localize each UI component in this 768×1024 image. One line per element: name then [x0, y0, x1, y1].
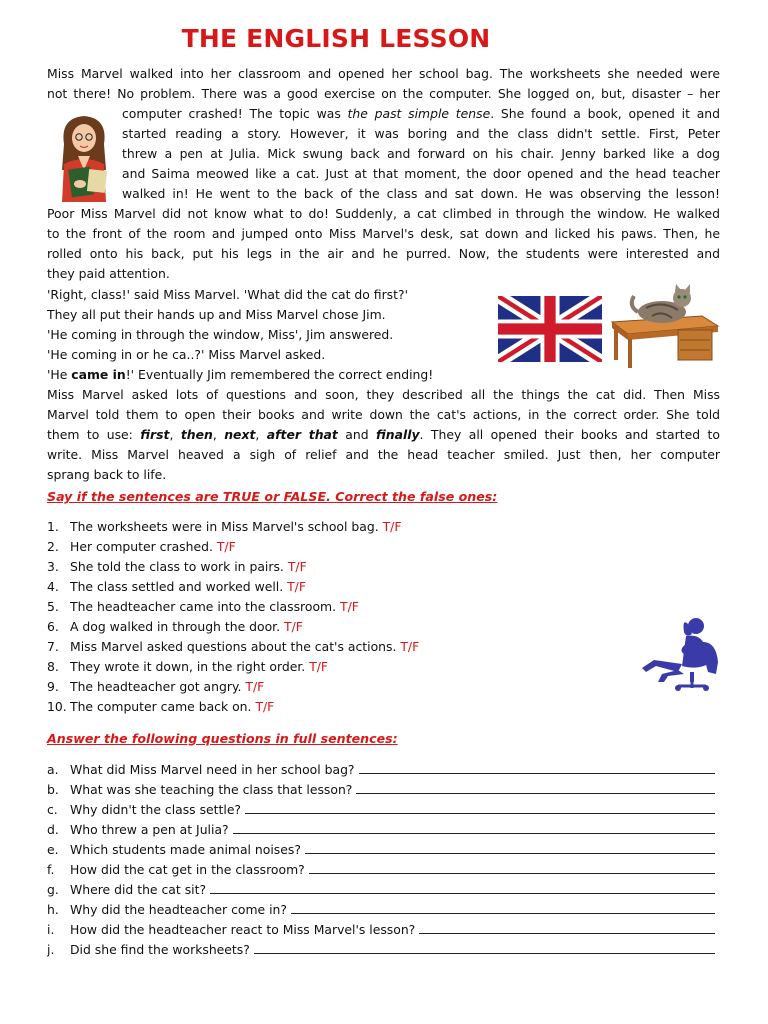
tf-item-number: 7. [47, 639, 59, 654]
tf-marker[interactable]: T/F [382, 519, 402, 534]
story-line: not there! No problem. There was a good exercise on the computer. She logged on, but, disaster – her [47, 86, 720, 101]
story-line: started reading a story. However, it was boring and the class didn't settle. First, Peter [122, 126, 720, 141]
tf-item [47, 697, 737, 717]
tf-marker[interactable]: T/F [400, 639, 420, 654]
question-text: Why didn't the class settle? [70, 802, 242, 817]
question-text: What was she teaching the class that lesson? [70, 782, 353, 797]
tf-marker[interactable]: T/F [245, 679, 265, 694]
story-topic: the past simple tense [347, 106, 491, 121]
tf-item [47, 557, 737, 577]
question-text: Who threw a pen at Julia? [70, 822, 229, 837]
tf-item [47, 617, 737, 637]
answer-line[interactable] [245, 800, 715, 814]
question-text: Did she find the worksheets? [70, 942, 250, 957]
question-letter: e. [47, 842, 59, 857]
question-letter: c. [47, 802, 58, 817]
story-line: walked in! He went to the back of the class and sat down. He was observing the lesson! [122, 186, 720, 201]
tf-item-number: 5. [47, 599, 59, 614]
sequence-word: first [140, 427, 170, 442]
tf-item [47, 677, 737, 697]
tf-item [47, 517, 737, 537]
tf-marker[interactable]: T/F [255, 699, 275, 714]
question-letter: i. [47, 922, 55, 937]
sequence-word: after that [266, 427, 338, 442]
story-text: them to use: [47, 427, 141, 442]
question-item [47, 780, 737, 800]
question-text: Why did the headteacher come in? [70, 902, 287, 917]
tf-item [47, 597, 737, 617]
question-letter: h. [47, 902, 59, 917]
teacher-illustration [50, 110, 118, 202]
tf-item-text: The worksheets were in Miss Marvel's school bag. [70, 519, 379, 534]
story-text: and [337, 427, 377, 442]
tf-item-number: 6. [47, 619, 59, 634]
question-item [47, 880, 737, 900]
answer-line[interactable] [233, 820, 715, 834]
tf-item [47, 577, 737, 597]
answer-line[interactable] [309, 860, 715, 874]
story-line [122, 104, 720, 124]
tf-item [47, 537, 737, 557]
tf-item-number: 8. [47, 659, 59, 674]
story-line: Marvel told them to open their books and write down the cat's actions, in the correct order. She told [47, 407, 720, 422]
story-line: Miss Marvel asked lots of questions and soon, they described all the things the cat did. Then Miss [47, 387, 720, 402]
question-text: Which students made animal noises? [70, 842, 301, 857]
sequence-word: finally [376, 427, 420, 442]
answer-line[interactable] [419, 920, 715, 934]
dialogue-line: 'He coming in through the window, Miss', Jim answered. [47, 327, 394, 342]
answer-line[interactable] [359, 760, 715, 774]
tf-item [47, 657, 737, 677]
question-item [47, 860, 737, 880]
story-line: they paid attention. [47, 266, 170, 281]
question-item [47, 800, 737, 820]
tf-marker[interactable]: T/F [284, 619, 303, 634]
dialogue-line: They all put their hands up and Miss Marvel chose Jim. [47, 307, 386, 322]
tf-item-text: Miss Marvel asked questions about the cat's actions. [70, 639, 397, 654]
tf-item-text: Her computer crashed. [70, 539, 213, 554]
question-item [47, 940, 737, 960]
person-in-chair-silhouette [638, 614, 724, 692]
question-text: Where did the cat sit? [70, 882, 207, 897]
tf-item-text: The headteacher came into the classroom. [70, 599, 337, 614]
tf-item-text: The headteacher got angry. [70, 679, 242, 694]
question-item [47, 820, 737, 840]
question-letter: b. [47, 782, 59, 797]
story-line: Miss Marvel walked into her classroom and opened her school bag. The worksheets she needed were [47, 66, 720, 81]
tf-marker[interactable]: T/F [216, 539, 236, 554]
tf-item-number: 2. [47, 539, 59, 554]
tf-item-text: The class settled and worked well. [70, 579, 284, 594]
story-line: threw a pen at Julia. Mick swung back and forward on his chair. Jenny barked like a dog [122, 146, 720, 161]
sequence-word: next [224, 427, 256, 442]
question-item [47, 900, 737, 920]
questions-heading: Answer the following questions in full sentences: [47, 731, 398, 746]
cat-on-desk-illustration [606, 282, 722, 370]
question-item [47, 840, 737, 860]
tf-item-number: 9. [47, 679, 59, 694]
question-letter: f. [47, 862, 55, 877]
answer-line[interactable] [305, 840, 715, 854]
story-text: computer crashed! The topic was [122, 106, 348, 121]
question-text: How did the cat get in the classroom? [70, 862, 305, 877]
tf-item-number: 3. [47, 559, 59, 574]
tf-marker[interactable]: T/F [287, 579, 306, 594]
tf-item [47, 637, 737, 657]
tf-item-text: They wrote it down, in the right order. [70, 659, 306, 674]
question-letter: d. [47, 822, 59, 837]
story-line: sprang back to life. [47, 467, 167, 482]
page-title: THE ENGLISH LESSON [181, 24, 491, 53]
tf-heading: Say if the sentences are TRUE or FALSE. Correct the false ones: [47, 489, 498, 504]
tf-item-number: 1. [47, 519, 59, 534]
story-line: Poor Miss Marvel did not know what to do! Suddenly, a cat climbed in through the window. He walked [47, 206, 720, 221]
question-item [47, 920, 737, 940]
dialogue-text: 'He [47, 367, 72, 382]
dialogue-line: 'He coming in or he ca..?' Miss Marvel asked. [47, 347, 326, 362]
dialogue-line: 'Right, class!' said Miss Marvel. 'What did the cat do first?' [47, 287, 408, 302]
union-jack-flag [498, 296, 602, 362]
question-text: What did Miss Marvel need in her school bag? [70, 762, 355, 777]
answer-line[interactable] [356, 780, 715, 794]
tf-item-number: 4. [47, 579, 59, 594]
tf-item-text: She told the class to work in pairs. [70, 559, 284, 574]
tf-marker[interactable]: T/F [340, 599, 359, 614]
story-line: rolled onto his back, put his legs in the air and he purred. Now, the students were interested and [47, 246, 720, 261]
question-item [47, 760, 737, 780]
story-line: to the front of the room and jumped onto Miss Marvel's desk, sat down and licked his paws. Then, he [47, 226, 720, 241]
tf-item-number: 10. [47, 699, 67, 714]
sequence-word: then [180, 427, 213, 442]
story-text: . They all opened their books and started to [419, 427, 720, 442]
answer-line[interactable] [210, 880, 715, 894]
tf-item-text: A dog walked in through the door. [70, 619, 281, 634]
tf-marker[interactable]: T/F [309, 659, 329, 674]
story-text: . She found a book, opened it and [490, 106, 720, 121]
story-line: write. Miss Marvel heaved a sigh of relief and the head teacher smiled. Just then, her computer [47, 447, 720, 462]
story-line: and Saima meowed like a cat. Just at that moment, the door opened and the head teacher [122, 166, 720, 181]
tf-marker[interactable]: T/F [287, 559, 307, 574]
question-letter: a. [47, 762, 59, 777]
dialogue-line [47, 365, 487, 385]
answer-line[interactable] [291, 900, 715, 914]
story-line: them to use: first, then, next, after that and finally. They all opened their books and started to [47, 427, 720, 442]
question-text: How did the headteacher react to Miss Marvel's lesson? [70, 922, 416, 937]
answer-line[interactable] [254, 940, 715, 954]
tf-item-text: The computer came back on. [70, 699, 252, 714]
question-letter: g. [47, 882, 59, 897]
dialogue-text: !' Eventually Jim remembered the correct ending! [125, 367, 434, 382]
dialogue-answer: came in [71, 367, 126, 382]
question-letter: j. [47, 942, 55, 957]
